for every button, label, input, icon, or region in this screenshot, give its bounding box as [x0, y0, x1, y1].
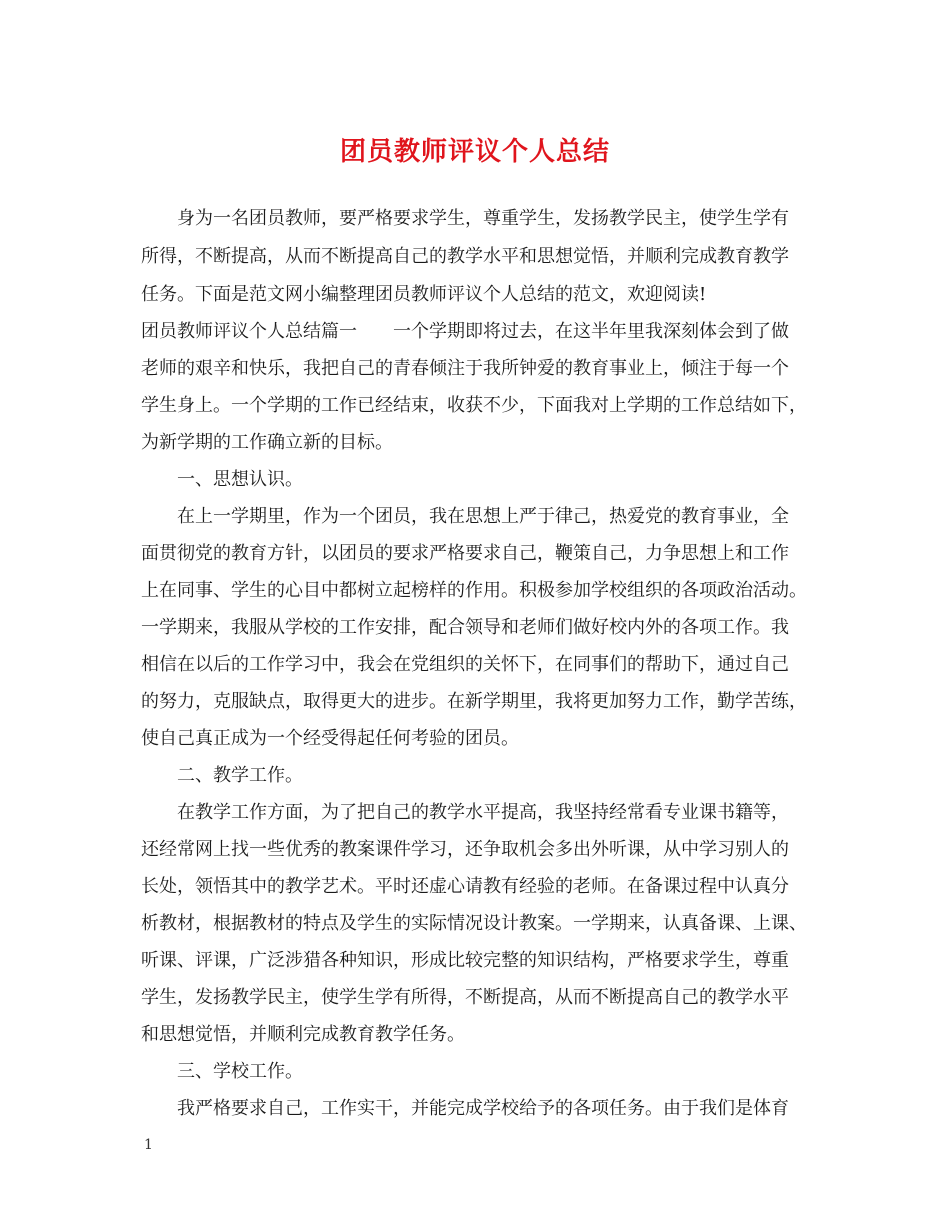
body-line: 在上一学期里，作为一个团员，我在思想上严于律己，热爱党的教育事业，全	[177, 506, 789, 527]
body-line: 面贯彻党的教育方针，以团员的要求严格要求自己，鞭策自己，力争思想上和工作	[141, 543, 789, 564]
body-line: 长处，领悟其中的教学艺术。平时还虚心请教有经验的老师。在备课过程中认真分	[141, 876, 789, 897]
body-line: 在教学工作方面，为了把自己的教学水平提高，我坚持经常看专业课书籍等，	[177, 802, 789, 823]
body-line: 和思想觉悟，并顺利完成教育教学任务。	[141, 1024, 465, 1045]
document-title: 团员教师评议个人总结	[339, 137, 610, 167]
section-heading: 二、教学工作。	[177, 765, 303, 786]
body-line: 所得，不断提高，从而不断提高自己的教学水平和思想觉悟，并顺利完成教育教学	[141, 246, 789, 267]
body-line: 任务。下面是范文网小编整理团员教师评议个人总结的范文，欢迎阅读!	[141, 284, 707, 305]
body-line: 使自己真正成为一个经受得起任何考验的团员。	[141, 728, 519, 749]
body-line: 一学期来，我服从学校的工作安排，配合领导和老师们做好校内外的各项工作。我	[141, 617, 789, 638]
body-line: 的努力，克服缺点，取得更大的进步。在新学期里，我将更加努力工作，勤学苦练，	[141, 691, 807, 712]
section-heading: 团员教师评议个人总结篇一	[141, 321, 357, 342]
body-line: 学生，发扬教学民主，使学生学有所得，不断提高，从而不断提高自己的教学水平	[141, 987, 789, 1008]
body-line: 身为一名团员教师，要严格要求学生，尊重学生，发扬教学民主，使学生学有	[177, 208, 789, 229]
section-heading: 一、思想认识。	[177, 469, 303, 490]
body-line: 析教材，根据教材的特点及学生的实际情况设计教案。一学期来，认真备课、上课、	[141, 913, 807, 934]
body-line: 为新学期的工作确立新的目标。	[141, 432, 393, 453]
body-line-with-heading	[141, 321, 831, 343]
body-text: 一个学期即将过去，在这半年里我深刻体会到了做	[393, 321, 789, 342]
section-heading: 三、学校工作。	[177, 1061, 303, 1082]
body-line: 相信在以后的工作学习中，我会在党组织的关怀下，在同事们的帮助下，通过自己	[141, 654, 789, 675]
page-number: 1	[144, 1137, 153, 1153]
body-line: 还经常网上找一些优秀的教案课件学习，还争取机会多出外听课，从中学习别人的	[141, 839, 789, 860]
body-line: 听课、评课，广泛涉猎各种知识，形成比较完整的知识结构，严格要求学生，尊重	[141, 950, 789, 971]
body-line: 我严格要求自己，工作实干，并能完成学校给予的各项任务。由于我们是体育	[177, 1098, 789, 1119]
body-line: 学生身上。一个学期的工作已经结束，收获不少，下面我对上学期的工作总结如下，	[141, 395, 807, 416]
body-line: 老师的艰辛和快乐，我把自己的青春倾注于我所钟爱的教育事业上，倾注于每一个	[141, 358, 789, 379]
body-line: 上在同事、学生的心目中都树立起榜样的作用。积极参加学校组织的各项政治活动。	[141, 580, 807, 601]
